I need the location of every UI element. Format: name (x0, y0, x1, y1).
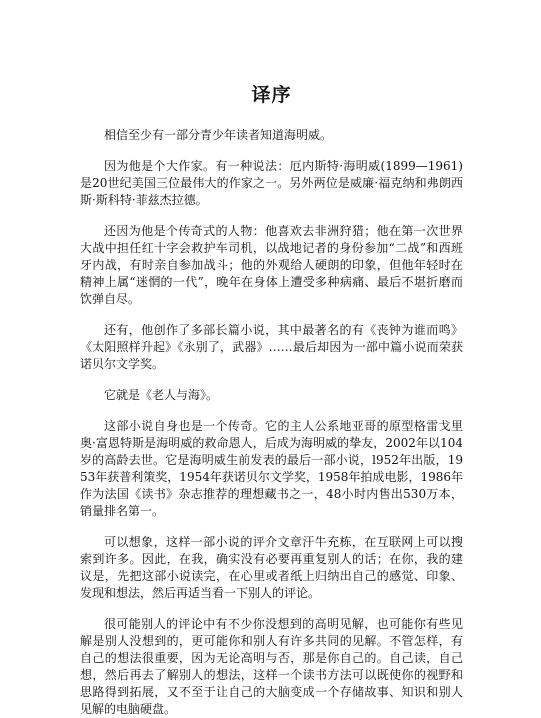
paragraph-2: 因为他是个大作家。有一种说法：厄内斯特·海明威(1899—1961)是20世纪美国三位最伟大的作家之一。另外两位是威廉·福克纳和弗朗西斯·斯科特·菲兹杰拉德。 (80, 159, 463, 207)
paragraph-8: 很可能别人的评论中有不少你没想到的高明见解，也可能你有些见解是别人没想到的，更可能你和别人有许多共同的见解。不管怎样，有自己的想法很重要，因为无论高明与否，那是你自己的。自己读，自己想，然后再去了解别人的想法，这样一个读书方法可以既使你的视野和思路得到拓展，又不至于让自己的大脑变成一个存储故事、知识和别人见解的电脑硬盘。 (80, 617, 463, 716)
paragraph-1: 相信至少有一部分青少年读者知道海明威。 (104, 128, 333, 142)
page-title: 译序 (251, 84, 292, 106)
paragraph-6: 这部小说自身也是一个传奇。它的主人公系地亚哥的原型格雷戈里奥·富恩特斯是海明威的救命恩人，后成为海明威的挚友，2002年以104岁的高龄去世。它是海明威生前发表的最后一部小说，l952年出版，1953年获普利策奖，1954年获诺贝尔文学奖，1958年拍成电影，1986年作为法国《读书》杂志推荐的理想藏书之一，48小时内售出530万本，销量排名第一。 (80, 419, 463, 518)
paragraph-7: 可以想象，这样一部小说的评介文章汗牛充栋，在互联网上可以搜索到许多。因此，在我，确实没有必要再重复别人的话；在你，我的建议是，先把这部小说读完，在心里或者纸上归纳出自己的感觉、印象、发现和想法，然后再适当看一下别人的评论。 (80, 535, 463, 600)
paragraph-5: 它就是《老人与海》。 (104, 388, 219, 402)
paragraph-4: 还有，他创作了多部长篇小说，其中最著名的有《丧钟为谁而鸣》《太阳照样升起》《永别了，武器》……最后却因为一部中篇小说而荣获诺贝尔文学奖。 (80, 323, 463, 371)
paragraph-3: 还因为他是个传奇式的人物：他喜欢去非洲狩猎；他在第一次世界大战中担任红十字会救护车司机，以战地记者的身份参加“二战”和西班牙内战，有时亲自参加战斗；他的外观给人硬朗的印象，但他年轻时在精神上属“迷惘的一代”，晚年在身体上遭受多种病痛、最后不堪折磨而饮弹自尽。 (80, 224, 463, 306)
